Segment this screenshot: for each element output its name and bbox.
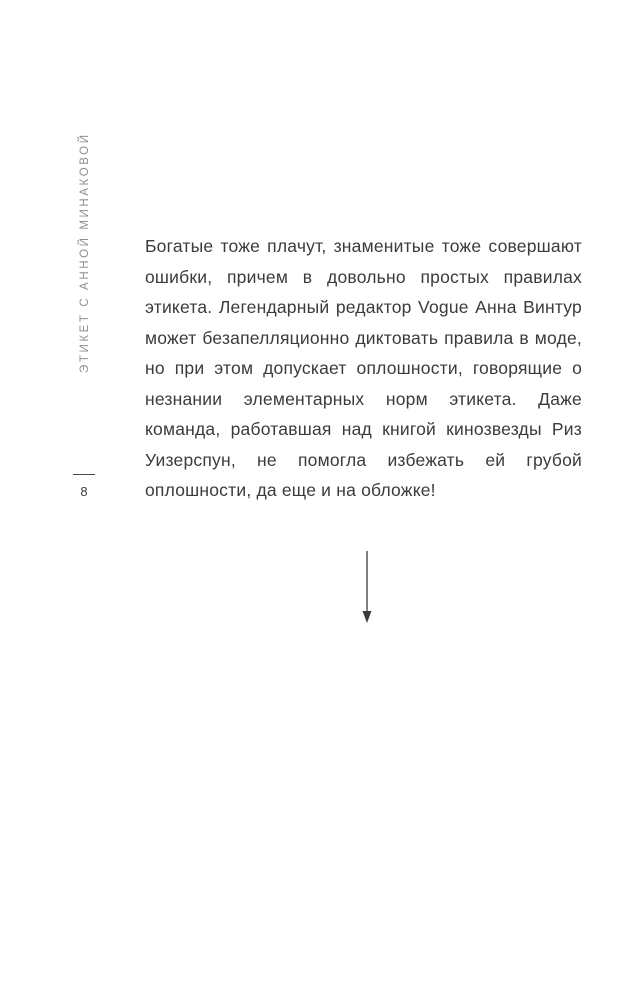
down-arrow-icon [360,551,374,625]
vertical-running-head: ЭТИКЕТ С АННОЙ МИНАКОВОЙ [79,132,91,373]
page-number-marker [71,474,97,499]
page-number-rule [73,474,95,475]
body-paragraph: Богатые тоже плачут, знаменитые тоже совершают ошибки, причем в довольно простых правилах этикета. Легендарный редактор Vogue Анна Винтур может безапелляционно диктовать правила в моде, но при этом допускает оплошности, говорящие о незнании элементарных норм этикета. Даже команда, работавшая над книгой кинозвезды Риз Уизерспун, не помогла избежать ей грубой оплошности, да еще и на обложке! [145,236,582,500]
page-number: 8 [80,484,88,499]
